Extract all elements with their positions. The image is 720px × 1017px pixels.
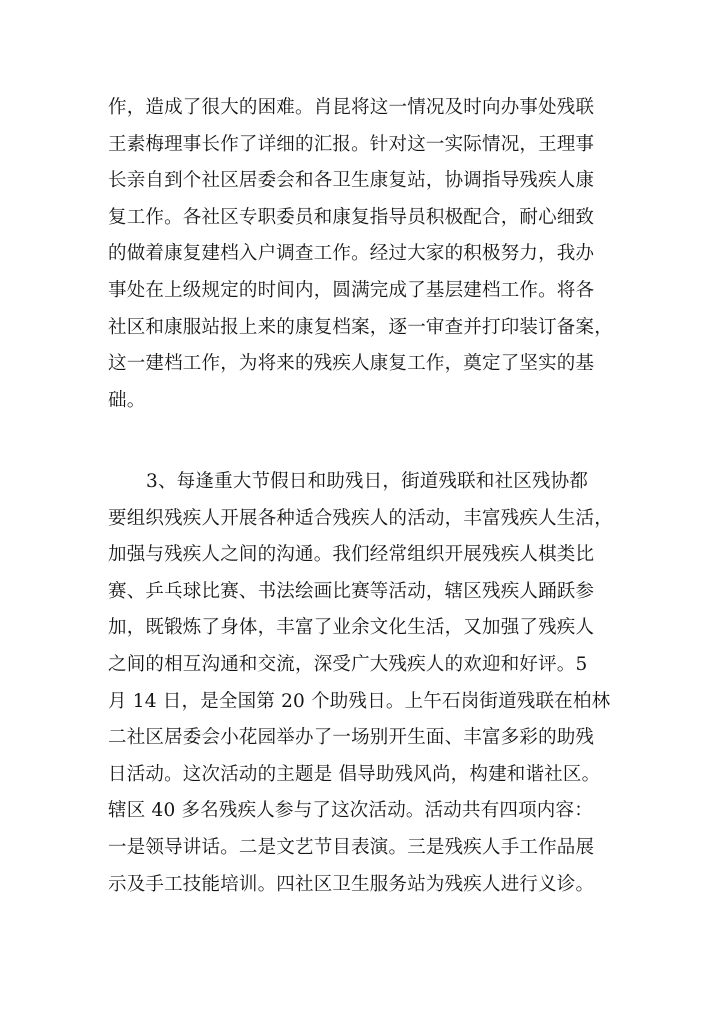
- text-line: 3、每逢重大节假日和助残日，街道残联和社区残协都: [146, 471, 589, 492]
- text-line: 社区和康服站报上来的康复档案，逐一审查并打印装订备案，: [108, 316, 613, 338]
- text-line: 长亲自到个社区居委会和各卫生康复站，协调指导残疾人康: [108, 170, 595, 192]
- text-line: 作，造成了很大的困难。肖昆将这一情况及时向办事处残联: [108, 97, 595, 118]
- text-line: 础。: [108, 389, 146, 411]
- text-line: 示及手工技能培训。四社区卫生服务站为残疾人进行义诊。: [108, 873, 595, 895]
- text-line: 加强与残疾人之间的沟通。我们经常组织开展残疾人棋类比: [108, 544, 595, 566]
- paragraph-disability-day-activities: [108, 464, 616, 903]
- text-line: 这一建档工作，为将来的残疾人康复工作，奠定了坚实的基: [108, 353, 595, 375]
- text-line: 之间的相互沟通和交流，深受广大残疾人的欢迎和好评。5: [108, 653, 588, 675]
- text-line: 复工作。各社区专职委员和康复指导员积极配合，耐心细致: [108, 206, 595, 228]
- text-line: 王素梅理事长作了详细的汇报。针对这一实际情况，王理事: [108, 133, 595, 155]
- text-line: 二社区居委会小花园举办了一场别开生面、丰富多彩的助残: [108, 727, 595, 749]
- text-line: 一是领导讲话。二是文艺节目表演。三是残疾人手工作品展: [108, 836, 595, 858]
- text-line: 月 14 日，是全国第 20 个助残日。上午石岗街道残联在柏林: [108, 690, 611, 712]
- text-line: 赛、乒乓球比赛、书法绘画比赛等活动，辖区残疾人踊跃参: [108, 580, 595, 602]
- text-line: 日活动。这次活动的主题是 倡导助残风尚，构建和谐社区。: [108, 763, 601, 785]
- paragraph-archive-work: [108, 90, 616, 419]
- text-line: 辖区 40 多名残疾人参与了这次活动。活动共有四项内容：: [108, 800, 593, 822]
- text-line: 事处在上级规定的时间内，圆满完成了基层建档工作。将各: [108, 279, 595, 301]
- text-line: 加，既锻炼了身体，丰富了业余文化生活，又加强了残疾人: [108, 617, 595, 639]
- text-line: 的做着康复建档入户调查工作。经过大家的积极努力，我办: [108, 243, 595, 265]
- text-line: 要组织残疾人开展各种适合残疾人的活动，丰富残疾人生活，: [108, 507, 613, 529]
